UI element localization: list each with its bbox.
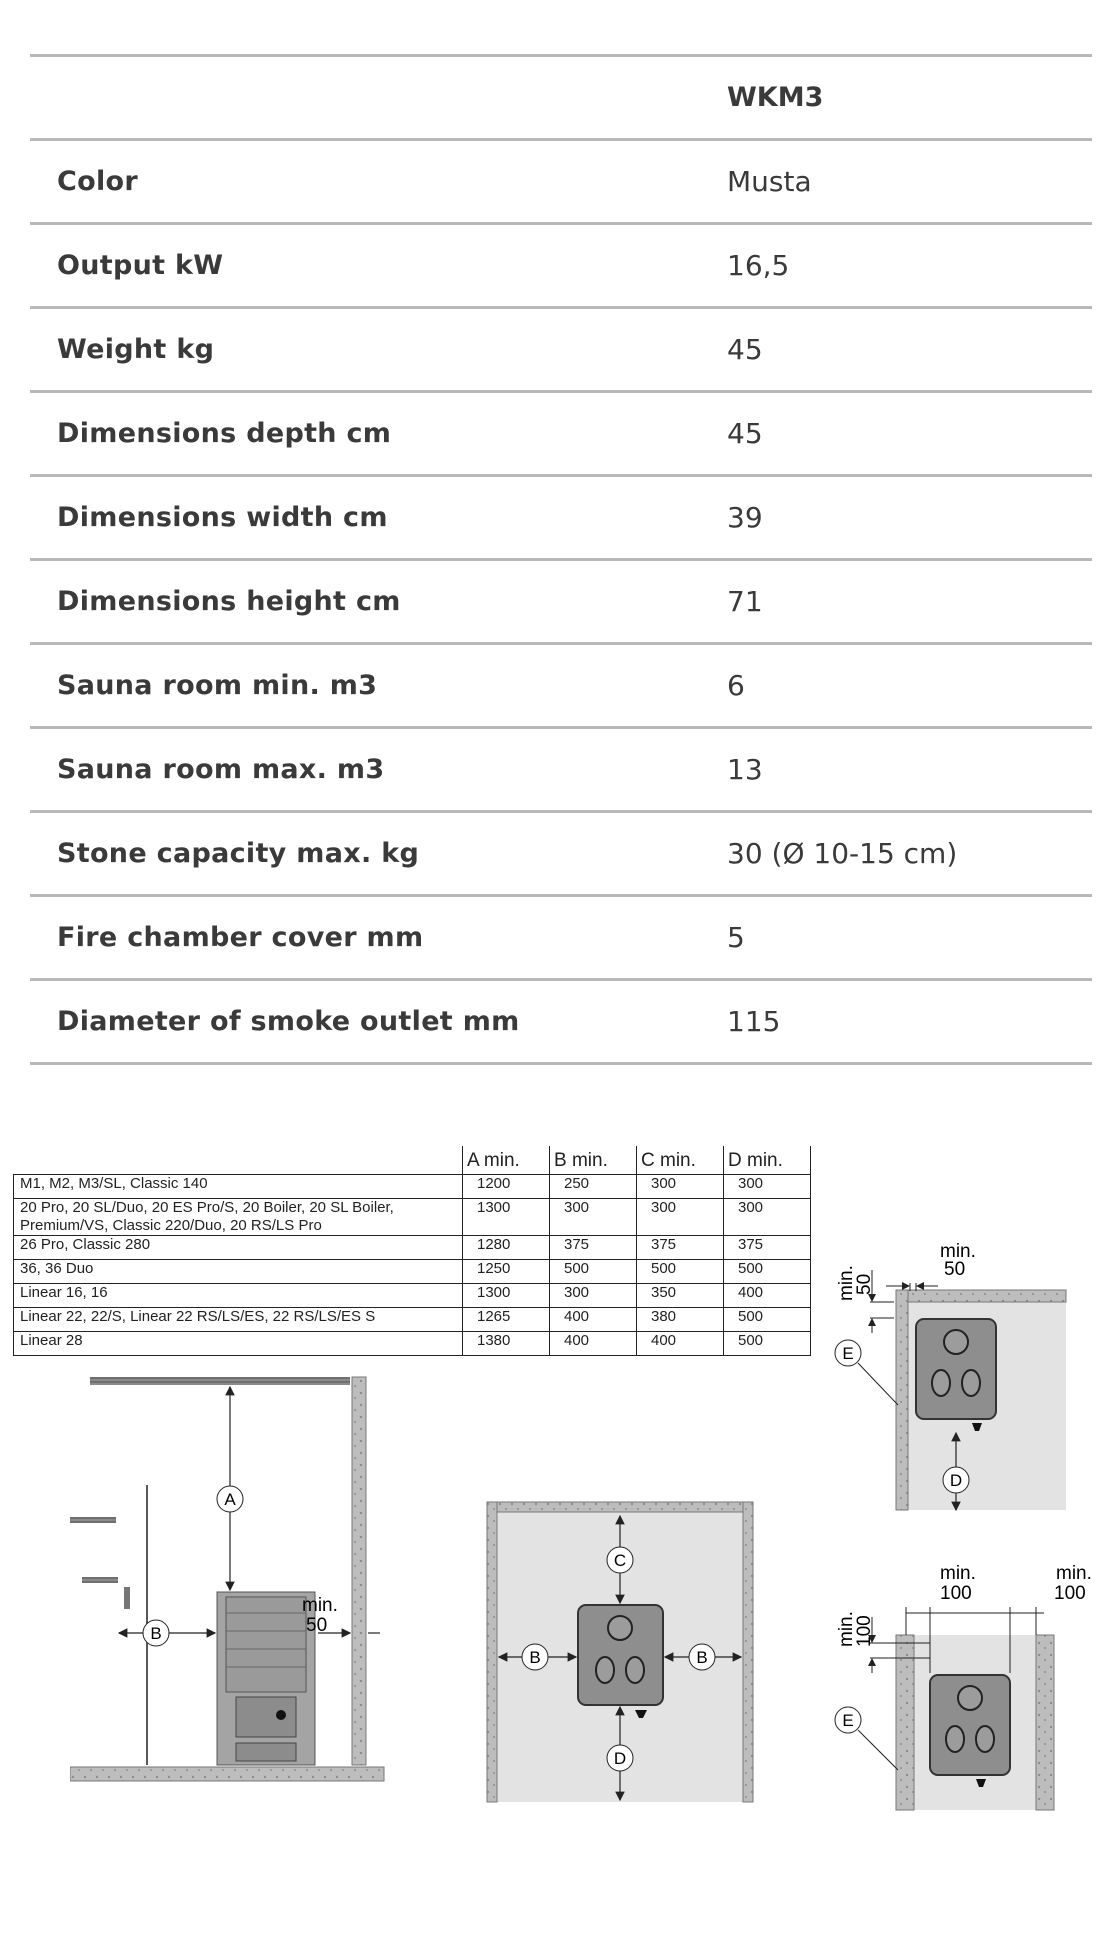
spec-row-value: 115 bbox=[727, 1005, 781, 1038]
spec-row-label: Dimensions depth cm bbox=[57, 418, 392, 449]
clearance-value: 300 bbox=[637, 1175, 724, 1199]
clearance-value: 400 bbox=[550, 1332, 637, 1356]
clearance-model: Linear 16, 16 bbox=[14, 1284, 463, 1308]
spec-table bbox=[30, 54, 1092, 1065]
side-view-diagram bbox=[70, 1365, 410, 1790]
wall-min-left-value: 100 bbox=[940, 1583, 972, 1604]
spec-row bbox=[30, 561, 1092, 645]
spec-row-label: Output kW bbox=[57, 250, 224, 281]
clearance-row bbox=[14, 1332, 811, 1356]
floor bbox=[70, 1767, 384, 1781]
label-b-side: B bbox=[150, 1624, 162, 1643]
clearance-value: 500 bbox=[724, 1260, 811, 1284]
spec-row bbox=[30, 813, 1092, 897]
clearance-value: 1300 bbox=[463, 1284, 550, 1308]
clearance-header-row bbox=[14, 1146, 811, 1175]
side-min-label: min. bbox=[302, 1595, 338, 1616]
spec-model-name: WKM3 bbox=[727, 82, 824, 113]
label-e-wall: E bbox=[842, 1711, 854, 1730]
spec-row-label: Dimensions height cm bbox=[57, 586, 401, 617]
clearance-model: 20 Pro, 20 SL/Duo, 20 ES Pro/S, 20 Boiler, 20 SL Boiler, Premium/VS, Classic 220/Duo, 20 RS/LS Pro bbox=[14, 1199, 463, 1236]
spec-row-value: 5 bbox=[727, 921, 745, 954]
spec-row-value: 39 bbox=[727, 501, 763, 534]
clearance-header-b: B min. bbox=[550, 1146, 637, 1175]
clearance-header-a: A min. bbox=[463, 1146, 550, 1175]
clearance-value: 300 bbox=[724, 1199, 811, 1236]
clearance-value: 300 bbox=[637, 1199, 724, 1236]
clearance-row bbox=[14, 1260, 811, 1284]
wall-protection-diagram bbox=[820, 1555, 1105, 1815]
clearance-value: 500 bbox=[724, 1308, 811, 1332]
clearance-model: Linear 28 bbox=[14, 1332, 463, 1356]
spec-row bbox=[30, 141, 1092, 225]
clearance-value: 375 bbox=[550, 1236, 637, 1260]
spec-row-value: 71 bbox=[727, 585, 763, 618]
spec-row-label: Color bbox=[57, 166, 138, 197]
label-b-right: B bbox=[696, 1648, 708, 1667]
wall-min-right-value: 100 bbox=[1054, 1583, 1086, 1604]
clearance-value: 500 bbox=[724, 1332, 811, 1356]
spec-row-value: 16,5 bbox=[727, 249, 790, 282]
clearance-value: 1265 bbox=[463, 1308, 550, 1332]
clearance-row bbox=[14, 1236, 811, 1260]
clearance-value: 1300 bbox=[463, 1199, 550, 1236]
spec-row bbox=[30, 897, 1092, 981]
spec-row-value: 13 bbox=[727, 753, 763, 786]
spec-row-value: 6 bbox=[727, 669, 745, 702]
clearance-header-d: D min. bbox=[724, 1146, 811, 1175]
label-c: C bbox=[613, 1551, 627, 1570]
spec-row bbox=[30, 645, 1092, 729]
corner-min-label: min. bbox=[940, 1241, 976, 1262]
clearance-model: Linear 22, 22/S, Linear 22 RS/LS/ES, 22 RS/LS/ES S bbox=[14, 1308, 463, 1332]
clearance-model: 26 Pro, Classic 280 bbox=[14, 1236, 463, 1260]
ceiling-board bbox=[90, 1377, 350, 1385]
label-d-corner: D bbox=[949, 1471, 963, 1490]
clearance-model: M1, M2, M3/SL, Classic 140 bbox=[14, 1175, 463, 1199]
corner-view-diagram bbox=[820, 1225, 1070, 1525]
clearance-row bbox=[14, 1284, 811, 1308]
clearance-value: 500 bbox=[637, 1260, 724, 1284]
spec-row-label: Diameter of smoke outlet mm bbox=[57, 1006, 520, 1037]
spec-header-row bbox=[30, 57, 1092, 141]
side-min-value: 50 bbox=[306, 1615, 328, 1636]
corner-min-vert-label: min. bbox=[836, 1265, 857, 1301]
top-view-diagram bbox=[485, 1500, 755, 1805]
spec-row-value: 45 bbox=[727, 417, 763, 450]
clearance-value: 300 bbox=[550, 1284, 637, 1308]
clearance-value: 250 bbox=[550, 1175, 637, 1199]
spec-row-value: 45 bbox=[727, 333, 763, 366]
clearance-row bbox=[14, 1199, 811, 1236]
clearance-value: 1380 bbox=[463, 1332, 550, 1356]
spec-row bbox=[30, 225, 1092, 309]
spec-row-label: Fire chamber cover mm bbox=[57, 922, 424, 953]
spec-row bbox=[30, 981, 1092, 1065]
wall-min-right-label: min. bbox=[1056, 1563, 1092, 1584]
label-b-left: B bbox=[529, 1648, 541, 1667]
wall-min-left-label: min. bbox=[940, 1563, 976, 1584]
clearance-value: 400 bbox=[550, 1308, 637, 1332]
spec-row bbox=[30, 477, 1092, 561]
clearance-row bbox=[14, 1308, 811, 1332]
label-d-top: D bbox=[613, 1749, 627, 1768]
clearance-value: 380 bbox=[637, 1308, 724, 1332]
spec-row-value: Musta bbox=[727, 165, 812, 198]
clearance-header-c: C min. bbox=[637, 1146, 724, 1175]
spec-row-label: Weight kg bbox=[57, 334, 215, 365]
clearance-table bbox=[13, 1146, 811, 1356]
wall-min-top-label: min. bbox=[836, 1611, 857, 1647]
spec-row bbox=[30, 729, 1092, 813]
clearance-value: 500 bbox=[550, 1260, 637, 1284]
clearance-model: 36, 36 Duo bbox=[14, 1260, 463, 1284]
clearance-value: 300 bbox=[724, 1175, 811, 1199]
wall-min-top-value: 100 bbox=[854, 1615, 875, 1647]
clearance-value: 1200 bbox=[463, 1175, 550, 1199]
clearance-value: 1250 bbox=[463, 1260, 550, 1284]
clearance-value: 350 bbox=[637, 1284, 724, 1308]
clearance-value: 400 bbox=[724, 1284, 811, 1308]
clearance-value: 300 bbox=[550, 1199, 637, 1236]
spec-rows bbox=[30, 141, 1092, 1065]
corner-min-value: 50 bbox=[944, 1259, 966, 1280]
corner-min-vert-value: 50 bbox=[854, 1273, 875, 1295]
spec-row-label: Dimensions width cm bbox=[57, 502, 388, 533]
clearance-header-blank bbox=[14, 1146, 463, 1175]
side-wall bbox=[352, 1377, 366, 1765]
clearance-value: 375 bbox=[724, 1236, 811, 1260]
clearance-row bbox=[14, 1175, 811, 1199]
label-e-corner: E bbox=[842, 1344, 854, 1363]
clearance-value: 400 bbox=[637, 1332, 724, 1356]
clearance-value: 1280 bbox=[463, 1236, 550, 1260]
spec-row-value: 30 (Ø 10-15 cm) bbox=[727, 837, 958, 870]
spec-row bbox=[30, 309, 1092, 393]
spec-row-label: Sauna room min. m3 bbox=[57, 670, 378, 701]
clearance-value: 375 bbox=[637, 1236, 724, 1260]
label-a: A bbox=[224, 1490, 236, 1509]
spec-row bbox=[30, 393, 1092, 477]
spec-row-label: Stone capacity max. kg bbox=[57, 838, 420, 869]
spec-row-label: Sauna room max. m3 bbox=[57, 754, 385, 785]
